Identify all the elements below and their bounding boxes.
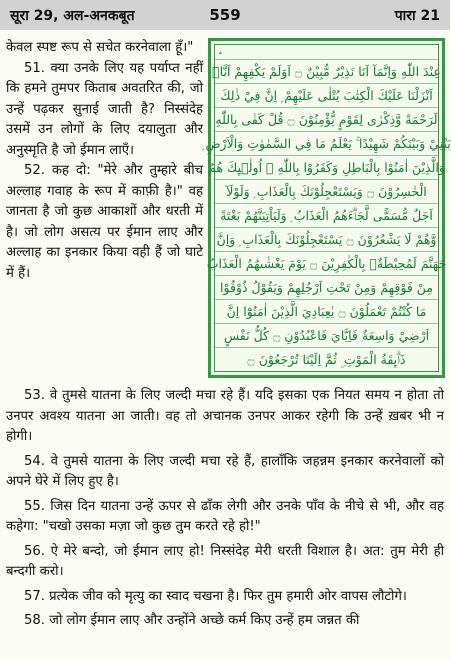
- page-header: [0, 0, 450, 30]
- verse-paragraph: केवल स्पष्ट रूप से सचेत करनेवाला हूँ।": [6, 40, 194, 55]
- verse-paragraph: 54. वे तुमसे यातना के लिए जल्दी मचा रहे हैं, हालाँकि जहन्नम इनकार करनेवालों को अपने घेरे में लिए हुए है।: [6, 453, 444, 489]
- arabic-line: لَرَحْمَةً وَّذِكْرٰى لِقَوْمٍ يُّؤْمِنُوْنَ ۝ قُلْ كَفٰى بِاللّٰهِ: [215, 108, 438, 132]
- arabic-line: بَيْنِيْ وَبَيْنَكُمْ شَهِيْدًا ۚ يَعْلَمُ مَا فِي السَّمٰوٰتِ وَالْاَرْضِ ۭ: [215, 132, 438, 156]
- verse-paragraph: 57. प्रत्येक जीव को मृत्यु का स्वाद चखना है। फिर तुम हमारी ओर वापस लौटोगे।: [24, 588, 407, 604]
- full-width-text: [6, 386, 444, 636]
- verse-paragraph: 58. जो लोग ईमान लाए और उन्होंने अच्छे कर्म किए उन्हें हम जन्नत की: [24, 613, 360, 628]
- verse-ornament-icon: ﯩ: [215, 45, 438, 60]
- arabic-line: اَنْزَلْنَا عَلَيْكَ الْكِتٰبَ يُتْلٰى عَلَيْهِمْ ۭ اِنَّ فِيْ ذٰلِكَ: [215, 84, 438, 108]
- verse-paragraph: 55. जिस दिन यातना उन्हें ऊपर से ढाँक लेगी और उनके पाँव के नीचे से भी, और वह कहेगा: "चखो उसका मज़ा जो कुछ तुम करते रहे हो!": [6, 498, 444, 534]
- arabic-line: وَالَّذِيْنَ اٰمَنُوْا بِالْبَاطِلِ وَكَفَرُوْا بِاللّٰهِ ۙ اُولٰۗىِٕكَ هُمُ: [215, 156, 438, 180]
- verse-paragraph: 52. कह दो: "मेरे और तुम्हारे बीच अल्लाह गवाह के रूप में काफ़ी है।" वह जानता है जो कुछ आकाशों और धरती में है। जो लोग असत्य पर ईमान लाए और अल्लाह का इनकार किया वही हैं जो घाटे में हैं।: [6, 163, 203, 281]
- surah-title: सूरा 29, अल-अनकबूत: [10, 7, 135, 24]
- arabic-line: ذَاۗىِٕقَةُ الْمَوْتِ ۣ ثُمَّ اِلَيْنَا تُرْجَعُوْنَ ۝: [247, 351, 406, 367]
- arabic-line: اَرْضِيْ وَاسِعَةٌ فَاِيَّايَ فَاعْبُدُوْنِ ۝ كُلُّ نَفْسٍ: [215, 324, 438, 348]
- arabic-line: عِنْدَ اللّٰهِ وَاِنَّمَآ اَنَا نَذِيْرٌ مُّبِيْنٌ ۝ اَوَلَمْ يَكْفِهِمْ اَنَّاۤ: [215, 60, 438, 84]
- arabic-line: مِنْ فَوْقِهِمْ وَمِنْ تَحْتِ اَرْجُلِهِمْ وَيَقُوْلُ ذُوْقُوْا: [215, 276, 438, 300]
- verse-paragraph: 53. वे तुमसे यातना के लिए जल्दी मचा रहे हैं। यदि इसका एक नियत समय न होता तो उनपर अवश्य यातना आ जाती। वह तो अचानक उनपर आकर रहेगी कि उन्हें ख़बर भी न होगी।: [6, 388, 444, 444]
- arabic-line: وَّهُمْ لَا يَشْعُرُوْنَ ۝ يَسْتَعْجِلُوْنَكَ بِالْعَذَابِ ۭ وَاِنَّ: [215, 228, 438, 252]
- arabic-panel-inner: [202, 44, 451, 372]
- verse-paragraph: 51. क्या उनके लिए यह पर्याप्त नहीं कि हमने तुमपर किताब अवतरित की, जो उन्हें पढ़कर सुनाई जाती है? निस्संदेह उसमें उन लोगों के लिए दयालुता और अनुस्मृति है जो ईमान लाएँ।: [6, 60, 203, 158]
- verse-paragraph: 56. ऐ मेरे बन्दो, जो ईमान लाए हो! निस्संदेह मेरी धरती विशाल है। अत: तुम मेरी ही बन्दगी करो।: [6, 543, 444, 579]
- arabic-line: جَهَنَّمَ لَمُحِيْطَةٌۢ بِالْكٰفِرِيْنَ ۝ يَوْمَ يَغْشٰىهُمُ الْعَذَابُ: [215, 252, 438, 276]
- arabic-text-panel: [202, 38, 451, 378]
- arabic-line: مَا كُنْتُمْ تَعْمَلُوْنَ ۝ يٰعِبَادِيَ الَّذِيْنَ اٰمَنُوْٓا اِنَّ: [215, 300, 438, 324]
- arabic-line: الْخٰسِرُوْنَ ۝ وَيَسْتَعْجِلُوْنَكَ بِالْعَذَابِ ۭ وَلَوْلَآ: [215, 180, 438, 204]
- left-text-column: [6, 38, 203, 284]
- arabic-line: اَجَلٌ مُّسَمًّى لَّجَاۗءَهُمُ الْعَذَابُ ۭ وَلَيَاْتِيَنَّهُمْ بَغْتَةً: [215, 204, 438, 228]
- para-label: पारा 21: [394, 7, 440, 24]
- page-number: 559: [209, 6, 241, 24]
